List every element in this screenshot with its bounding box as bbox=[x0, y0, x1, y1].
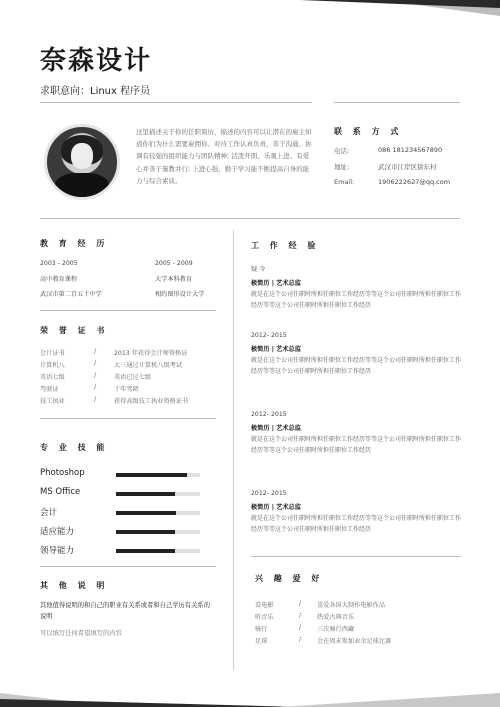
contact-address-row bbox=[334, 162, 484, 171]
other-title: 其 他 说 明 bbox=[40, 581, 109, 590]
honor-row bbox=[40, 384, 139, 393]
work-entry bbox=[251, 264, 465, 311]
hobby-row bbox=[255, 636, 392, 645]
skill-bar-fill bbox=[116, 473, 187, 477]
honor-desc: 2013 年获得会计师资格证 bbox=[114, 350, 188, 357]
work-entry bbox=[251, 332, 465, 377]
skill-bar-track bbox=[116, 549, 200, 553]
hobby-row bbox=[255, 624, 355, 633]
hobby-row bbox=[255, 612, 355, 621]
contact-phone-value: 086 181234567890 bbox=[378, 146, 443, 154]
skill-row bbox=[40, 468, 210, 482]
honor-name: 技工执业 bbox=[40, 398, 65, 405]
hobby-separator: / bbox=[299, 600, 302, 607]
work-date: 2012- 2015 bbox=[251, 490, 287, 497]
avatar-face bbox=[71, 143, 93, 169]
work-date: 2012- 2015 bbox=[251, 332, 287, 339]
contact-phone-label: 电话: bbox=[334, 147, 350, 155]
work-desc: 就是在这个公司任职时所担任职位工作经历等等这个公司任职时所担任职位工作经历等等这个公司任职时所担任职位工作经历 bbox=[251, 515, 462, 533]
honor-separator: / bbox=[94, 348, 97, 355]
skills-title: 专 业 技 能 bbox=[40, 443, 109, 452]
work-desc: 就是在这个公司任职时所担任职位工作经历等等这个公司任职时所担任职位工作经历等等这个公司任职时所担任职位工作经历 bbox=[251, 357, 462, 375]
other-text-secondary: 可以填写任何希望填写的内容 bbox=[40, 630, 122, 637]
education-degree-1: 高中教育课程 bbox=[40, 276, 78, 283]
honor-separator: / bbox=[94, 396, 97, 403]
skill-bar-fill bbox=[116, 492, 175, 496]
contact-address-value: 武汉市江岸区徐东村 bbox=[378, 163, 437, 171]
hobby-separator: / bbox=[299, 624, 302, 631]
hobby-desc: 会在周末参加业余足球比赛 bbox=[317, 638, 392, 645]
honor-row bbox=[40, 396, 189, 405]
honor-row bbox=[40, 360, 183, 369]
corner-decoration-bottom-left-dark bbox=[0, 699, 300, 707]
hobby-name: 听音乐 bbox=[255, 614, 274, 621]
honor-desc: 英语已过七级 bbox=[114, 374, 152, 381]
honor-separator: / bbox=[94, 372, 97, 379]
skill-row bbox=[40, 506, 210, 520]
avatar bbox=[44, 124, 120, 200]
work-role: 极简历 | 艺术总监 bbox=[251, 425, 301, 432]
honor-name: 会计证书 bbox=[40, 350, 65, 357]
contact-email-value: 1906222627@qq.com bbox=[378, 178, 451, 186]
candidate-name: 奈森设计 bbox=[40, 46, 153, 76]
contact-address-label: 地址: bbox=[334, 163, 350, 171]
education-school-1: 武汉市第二百五十中学 bbox=[40, 291, 102, 298]
skill-bar-fill bbox=[116, 530, 175, 534]
header-divider-left bbox=[40, 102, 312, 103]
work-desc: 就是在这个公司任职时所担任职位工作经历等等这个公司任职时所担任职位工作经历等等这个公司任职时所担任职位工作经历 bbox=[251, 291, 462, 309]
hobby-desc: 热爱古典音乐 bbox=[317, 614, 355, 621]
avatar-body bbox=[55, 173, 109, 200]
honor-name: 英语七级 bbox=[40, 374, 65, 381]
honor-row bbox=[40, 348, 188, 357]
skill-row bbox=[40, 544, 210, 558]
other-text-primary: 其他值得说明的和自己的职业有关系或者和自己学历有关系的说明 bbox=[40, 602, 211, 620]
skill-row bbox=[40, 487, 210, 501]
education-title: 教 育 经 历 bbox=[40, 239, 109, 248]
skill-bar-fill bbox=[116, 549, 175, 553]
contact-email-row bbox=[334, 178, 484, 186]
work-entry bbox=[251, 490, 465, 535]
honor-desc: 获得高级技工执业资格证书 bbox=[114, 398, 189, 405]
work-divider bbox=[251, 556, 461, 557]
corner-decoration-bottom-right-light bbox=[280, 693, 500, 707]
skill-row bbox=[40, 525, 210, 539]
work-entry bbox=[251, 411, 465, 456]
education-date-1: 2003 - 2005 bbox=[40, 260, 78, 267]
education-divider bbox=[40, 310, 216, 311]
honor-separator: / bbox=[94, 360, 97, 367]
skill-label: Photoshop bbox=[40, 468, 85, 478]
honor-separator: / bbox=[94, 384, 97, 391]
header-divider-right bbox=[334, 102, 460, 103]
skill-label: 适应能力 bbox=[40, 527, 75, 537]
contact-phone-row bbox=[334, 146, 484, 155]
contact-title: 联 系 方 式 bbox=[334, 127, 403, 136]
hobby-name: 足球 bbox=[255, 638, 268, 645]
skill-bar-track bbox=[116, 530, 200, 534]
honor-desc: 大三通过计算机八级考试 bbox=[114, 362, 183, 369]
hobby-row bbox=[255, 600, 386, 609]
education-degree-2: 大学本科教育 bbox=[155, 276, 193, 283]
contact-email-label: Email: bbox=[334, 178, 355, 186]
education-date-2: 2005 - 2009 bbox=[155, 260, 193, 267]
hobby-desc: 三次骑行西藏 bbox=[317, 626, 355, 633]
work-role: 极简历 | 艺术总监 bbox=[251, 280, 301, 287]
skill-bar-track bbox=[116, 473, 200, 477]
skill-bar-fill bbox=[116, 511, 176, 515]
honor-desc: 十年驾龄 bbox=[114, 386, 139, 393]
work-role: 极简历 | 艺术总监 bbox=[251, 504, 301, 511]
hobby-separator: / bbox=[299, 636, 302, 643]
corner-decoration-top-dark bbox=[300, 0, 500, 8]
work-date: 2012- 2015 bbox=[251, 411, 287, 418]
education-school-2: 相约图形设计大学 bbox=[155, 291, 205, 298]
skill-bar-track bbox=[116, 511, 200, 515]
honor-name: 驾驶证 bbox=[40, 386, 59, 393]
work-desc: 就是在这个公司任职时所担任职位工作经历等等这个公司任职时所担任职位工作经历等等这个公司任职时所担任职位工作经历 bbox=[251, 436, 462, 454]
self-introduction: 这里描述关于你的任职简历，描述的内容可以让潜在的雇主知道你们为什么需要雇佣你。对待工作认真负责，善于沟通、协调有较强的组织能力与团队精神; 活泼开朗、乐观上进、有爱心并善于施教并行; 上进心强、勤于学习能不断提高自身的能力与综合素质。 bbox=[136, 128, 312, 185]
work-role: 极简历 | 艺术总监 bbox=[251, 346, 301, 353]
hobby-desc: 喜爱各国大制作电影作品 bbox=[317, 602, 386, 609]
hobby-separator: / bbox=[299, 612, 302, 619]
section-divider bbox=[40, 218, 460, 219]
hobbies-title: 兴 趣 爱 好 bbox=[255, 574, 324, 583]
skill-label: 会计 bbox=[40, 508, 58, 518]
work-date: 疑 今 bbox=[251, 266, 266, 273]
honors-divider bbox=[40, 418, 216, 419]
skills-divider bbox=[40, 566, 216, 567]
honors-title: 荣 誉 证 书 bbox=[40, 326, 109, 335]
honor-name: 计算机八 bbox=[40, 362, 65, 369]
skill-bar-track bbox=[116, 492, 200, 496]
column-divider bbox=[233, 230, 234, 670]
hobby-name: 骑行 bbox=[255, 626, 268, 633]
honor-row bbox=[40, 372, 152, 381]
skill-label: MS Office bbox=[40, 487, 81, 497]
work-title: 工 作 经 验 bbox=[251, 241, 320, 250]
skill-label: 领导能力 bbox=[40, 546, 75, 556]
hobby-name: 看电影 bbox=[255, 602, 274, 609]
job-objective: 求职意向：Linux 程序员 bbox=[40, 86, 151, 97]
